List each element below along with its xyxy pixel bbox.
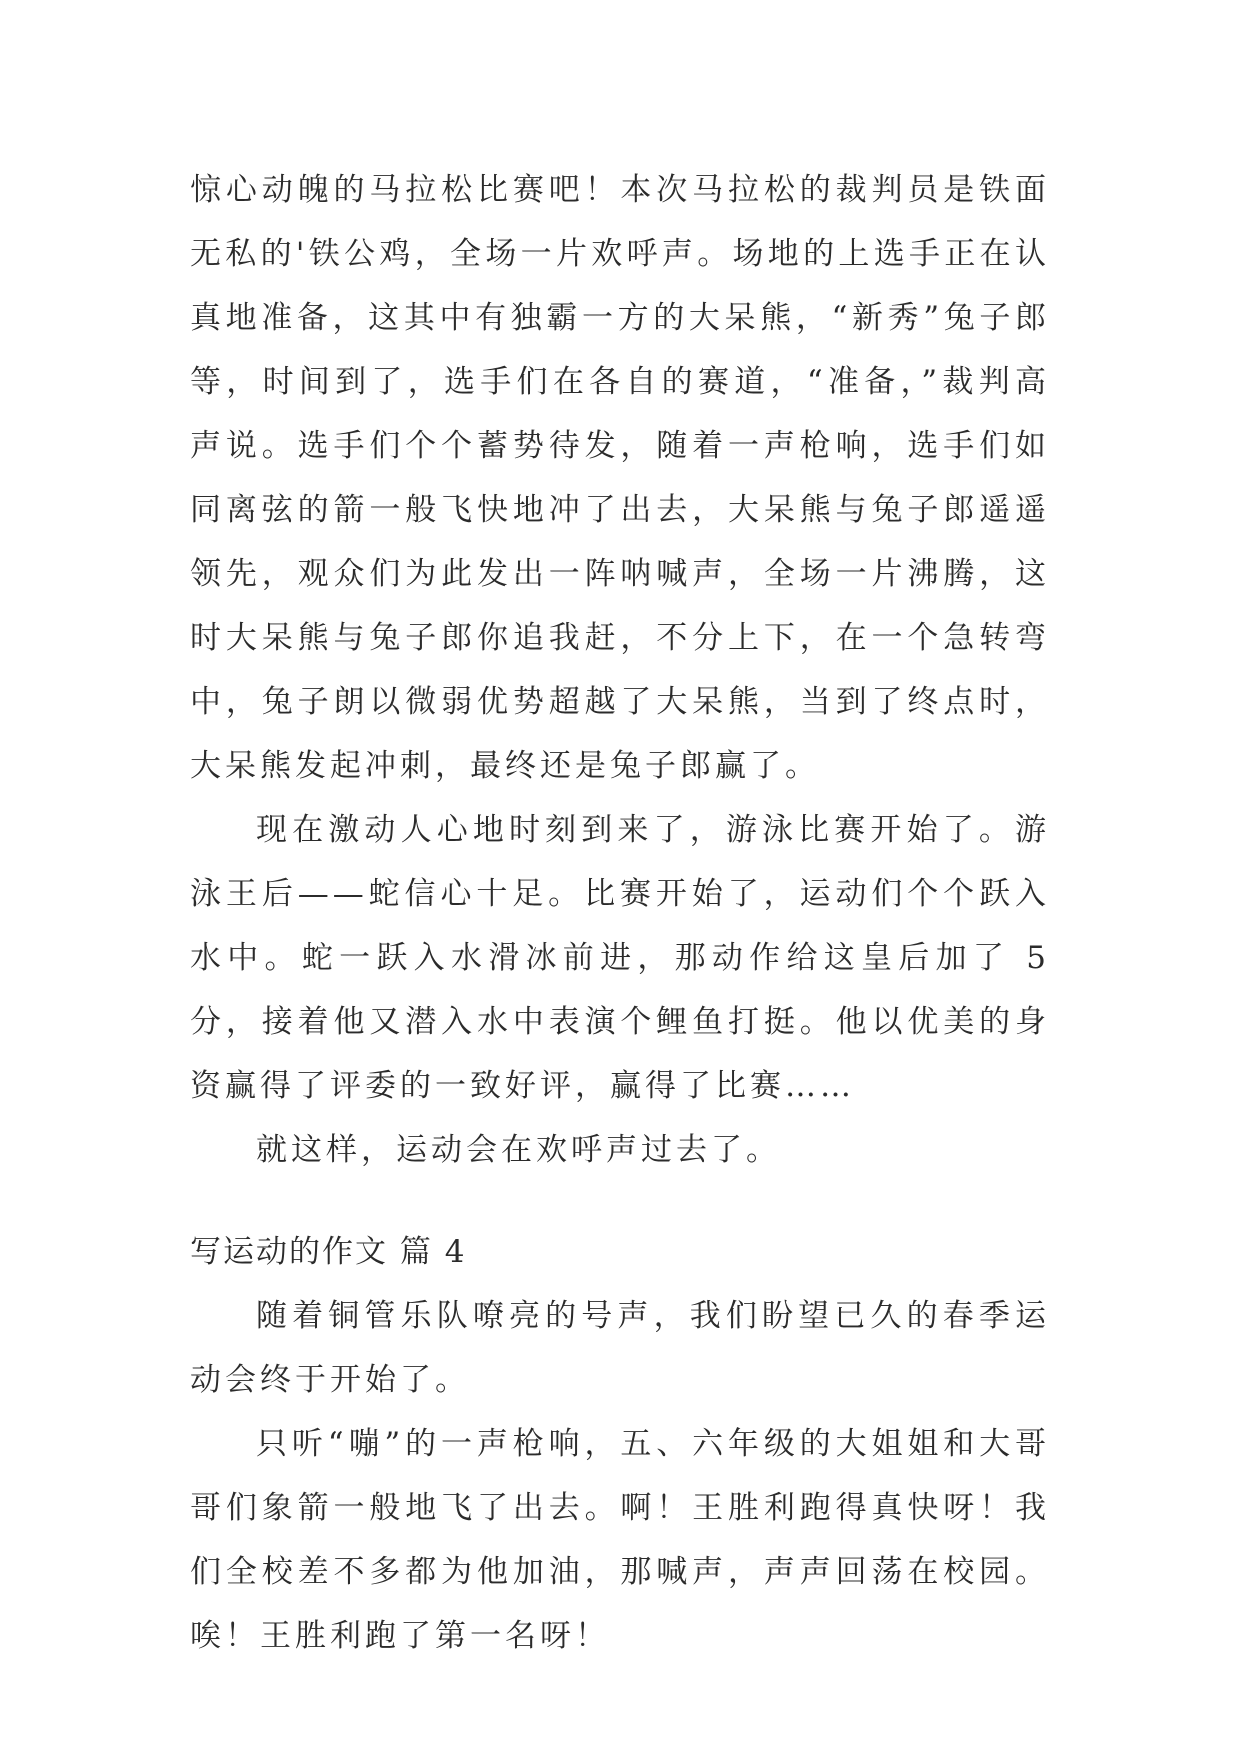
paragraph-swimming: 现在激动人心地时刻到来了，游泳比赛开始了。游泳王后——蛇信心十足。比赛开始了，运动们个个跃入水中。蛇一跃入水滑冰前进，那动作给这皇后加了 5 分，接着他又潜入水中表演个鲤鱼打挺。他以优美的身资赢得了评委的一致好评，赢得了比赛…… <box>190 812 1050 1104</box>
paragraph-ending: 就这样，运动会在欢呼声过去了。 <box>256 1132 781 1168</box>
document-body <box>190 158 1050 1668</box>
paragraph-opening: 随着铜管乐队嘹亮的号声，我们盼望已久的春季运动会终于开始了。 <box>190 1298 1050 1398</box>
paragraph-race: 只听“嘣”的一声枪响，五、六年级的大姐姐和大哥哥们象箭一般地飞了出去。啊！王胜利跑得真快呀！我们全校差不多都为他加油，那喊声，声声回荡在校园。唉！王胜利跑了第一名呀！ <box>190 1426 1050 1654</box>
paragraph-marathon: 惊心动魄的马拉松比赛吧！本次马拉松的裁判员是铁面无私的'铁公鸡，全场一片欢呼声。场地的上选手正在认真地准备，这其中有独霸一方的大呆熊，“新秀”兔子郎等，时间到了，选手们在各自的赛道，“准备，”裁判高声说。选手们个个蓄势待发，随着一声枪响，选手们如同离弦的箭一般飞快地冲了出去，大呆熊与兔子郎遥遥领先，观众们为此发出一阵呐喊声，全场一片沸腾，这时大呆熊与兔子郎你追我赶，不分上下，在一个急转弯中，兔子朗以微弱优势超越了大呆熊，当到了终点时，大呆熊发起冲刺，最终还是兔子郎赢了。 <box>190 172 1050 784</box>
section-heading: 写运动的作文 篇 4 <box>190 1234 467 1270</box>
